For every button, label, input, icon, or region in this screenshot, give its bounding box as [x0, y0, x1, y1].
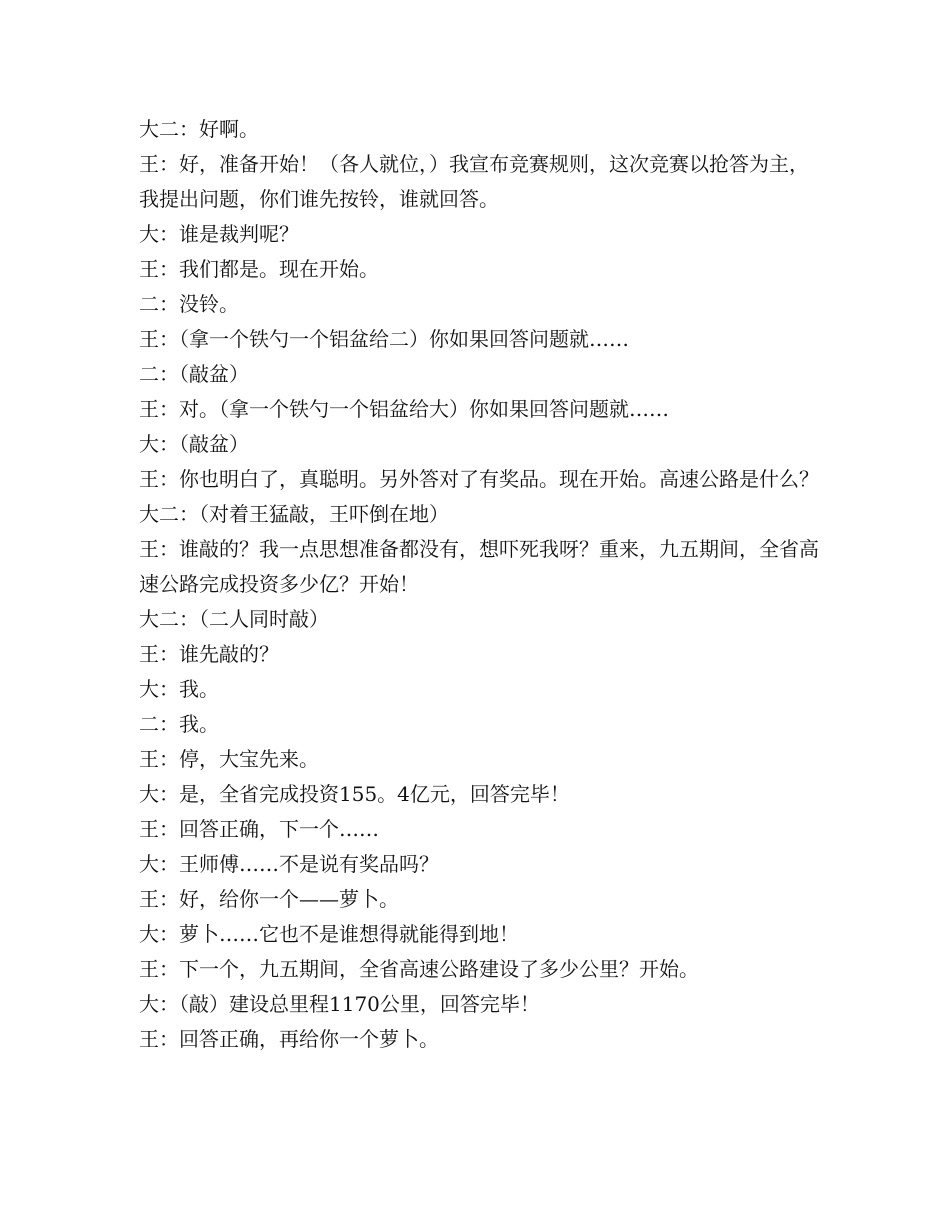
- dialogue-line: 大：我。: [139, 677, 219, 701]
- dialogue-line: 王：好，给你一个——萝卜。: [139, 887, 399, 911]
- dialogue-line: 大：（敲）建设总里程1170公里，回答完毕！: [139, 992, 540, 1016]
- dialogue-line: 大：萝卜……它也不是谁想得就能得到地！: [139, 922, 519, 946]
- dialogue-line: 二：没铃。: [139, 292, 239, 316]
- dialogue-line: 王：停，大宝先来。: [139, 747, 319, 771]
- dialogue-line: 王：好，准备开始！（各人就位，）我宣布竞赛规则，这次竞赛以抢答为主，我提出问题，你们谁先按铃，谁就回答。: [139, 152, 809, 211]
- dialogue-line: 二：我。: [139, 712, 219, 736]
- dialogue-line: 王：回答正确，再给你一个萝卜。: [139, 1027, 439, 1051]
- dialogue-line: 二：（敲盆）: [139, 362, 249, 386]
- dialogue-line: 大：谁是裁判呢？: [139, 222, 299, 246]
- dialogue-line: 王：你也明白了，真聪明。另外答对了有奖品。现在开始。高速公路是什么？: [139, 467, 819, 491]
- dialogue-line: 王：（拿一个铁勺一个铝盆给二）你如果回答问题就……: [139, 327, 629, 351]
- dialogue-line: 王：回答正确，下一个……: [139, 817, 379, 841]
- dialogue-line: 大二：好啊。: [139, 117, 259, 141]
- dialogue-line: 王：对。（拿一个铁勺一个铝盆给大）你如果回答问题就……: [139, 397, 669, 421]
- dialogue-line: 大：是，全省完成投资155。4亿元，回答完毕！: [139, 782, 570, 806]
- dialogue-line: 王：下一个，九五期间，全省高速公路建设了多少公里？开始。: [139, 957, 699, 981]
- dialogue-line: 王：我们都是。现在开始。: [139, 257, 379, 281]
- dialogue-line: 大二：（对着王猛敲，王吓倒在地）: [139, 502, 449, 526]
- dialogue-line: 王：谁敲的？我一点思想准备都没有，想吓死我呀？重来，九五期间，全省高速公路完成投资多少亿？开始！: [139, 537, 819, 596]
- dialogue-line: 王：谁先敲的？: [139, 642, 279, 666]
- dialogue-line: 大：王师傅……不是说有奖品吗？: [139, 852, 439, 876]
- dialogue-line: 大：（敲盆）: [139, 432, 249, 456]
- script-dialogue: [139, 112, 819, 1057]
- dialogue-line: 大二：（二人同时敲）: [139, 607, 329, 631]
